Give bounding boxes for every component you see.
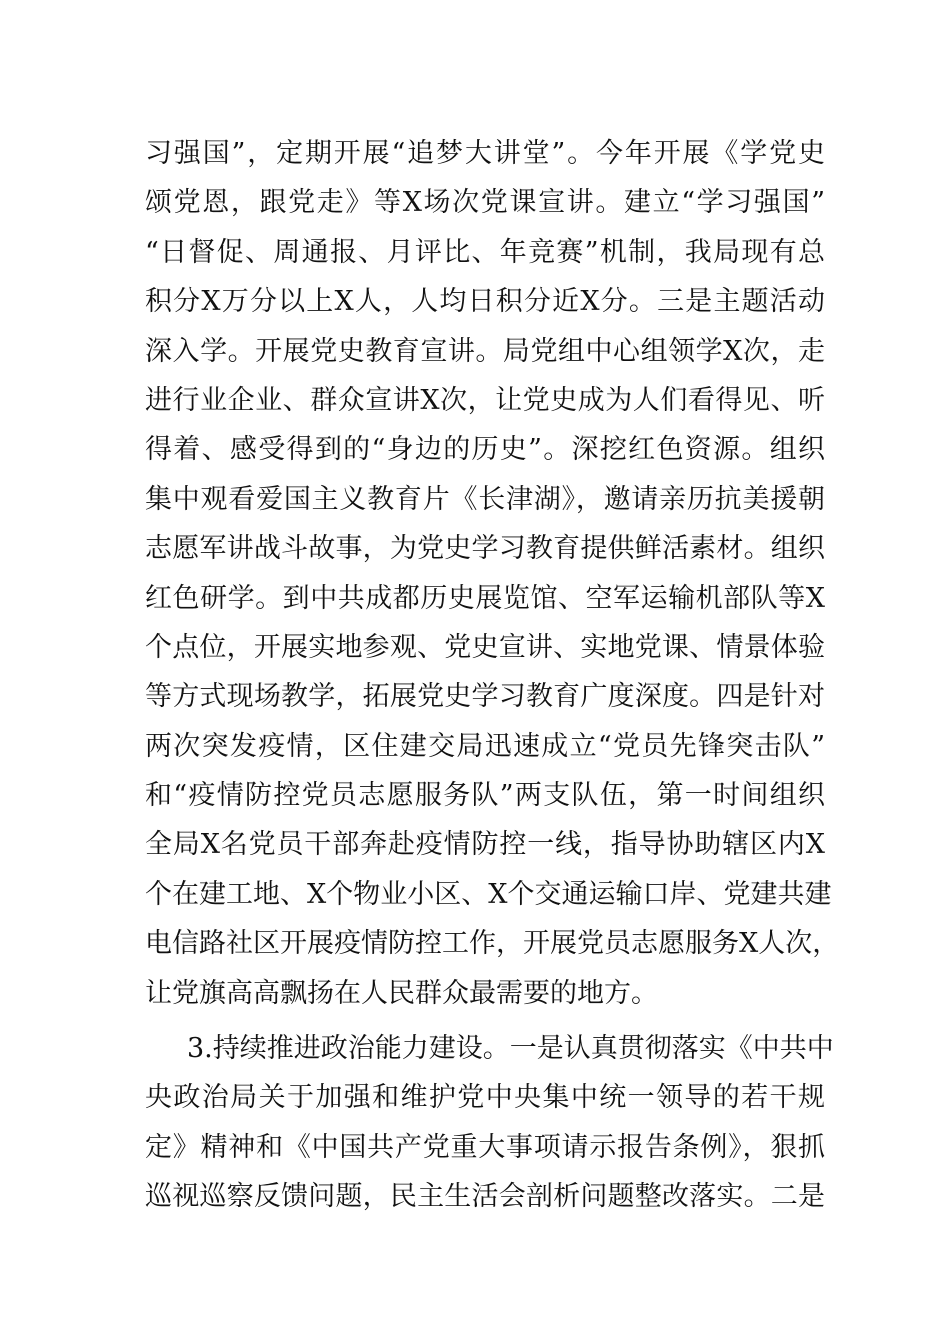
text-line: 定》精神和《中国共产党重大事项请示报告条例》，狠抓 — [145, 1131, 825, 1163]
text-line: 个在建工地、X个物业小区、X个交通运输口岸、党建共建 — [145, 878, 832, 910]
text-line: 集中观看爱国主义教育片《长津湖》，邀请亲历抗美援朝 — [145, 483, 825, 515]
body-text — [145, 129, 840, 1222]
text-line: 得着、感受得到的“身边的历史”。深挖红色资源。组织 — [145, 434, 825, 466]
text-line: 3.持续推进政治能力建设。一是认真贯彻落实《中共中 — [187, 1033, 834, 1065]
text-line: 电信路社区开展疫情防控工作，开展党员志愿服务X人次， — [145, 928, 840, 960]
text-line: 习强国”，定期开展“追梦大讲堂”。今年开展《学党史 — [145, 138, 825, 169]
text-line: 让党旗高高飘扬在人民群众最需要的地方。 — [145, 977, 658, 1009]
text-line: 红色研学。到中共成都历史展览馆、空军运输机部队等X — [145, 582, 825, 614]
paragraph — [145, 129, 840, 1018]
text-line: 和“疫情防控党员志愿服务队”两支队伍，第一时间组织 — [145, 780, 825, 812]
text-line: 两次突发疫情，区住建交局迅速成立“党员先锋突击队” — [145, 730, 825, 762]
text-line: 颂党恩，跟党走》等X场次党课宣讲。建立“学习强国” — [145, 187, 825, 219]
text-line: 等方式现场教学，拓展党史学习教育广度深度。四是针对 — [145, 681, 825, 713]
text-line: 个点位，开展实地参观、党史宣讲、实地党课、情景体验 — [145, 631, 825, 663]
text-line: 全局X名党员干部奔赴疫情防控一线，指导协助辖区内X — [145, 829, 825, 861]
text-line: “日督促、周通报、月评比、年竞赛”机制，我局现有总 — [145, 236, 825, 268]
paragraph — [145, 1024, 834, 1222]
text-line: 深入学。开展党史教育宣讲。局党组中心组领学X次，走 — [145, 335, 825, 367]
text-line: 央政治局关于加强和维护党中央集中统一领导的若干规 — [145, 1082, 825, 1114]
text-line: 积分X万分以上X人，人均日积分近X分。三是主题活动 — [145, 286, 825, 318]
text-line: 志愿军讲战斗故事，为党史学习教育提供鲜活素材。组织 — [145, 533, 825, 565]
text-line: 进行业企业、群众宣讲X次，让党史成为人们看得见、听 — [145, 384, 825, 416]
text-line: 巡视巡察反馈问题，民主生活会剖析问题整改落实。二是 — [145, 1181, 825, 1213]
